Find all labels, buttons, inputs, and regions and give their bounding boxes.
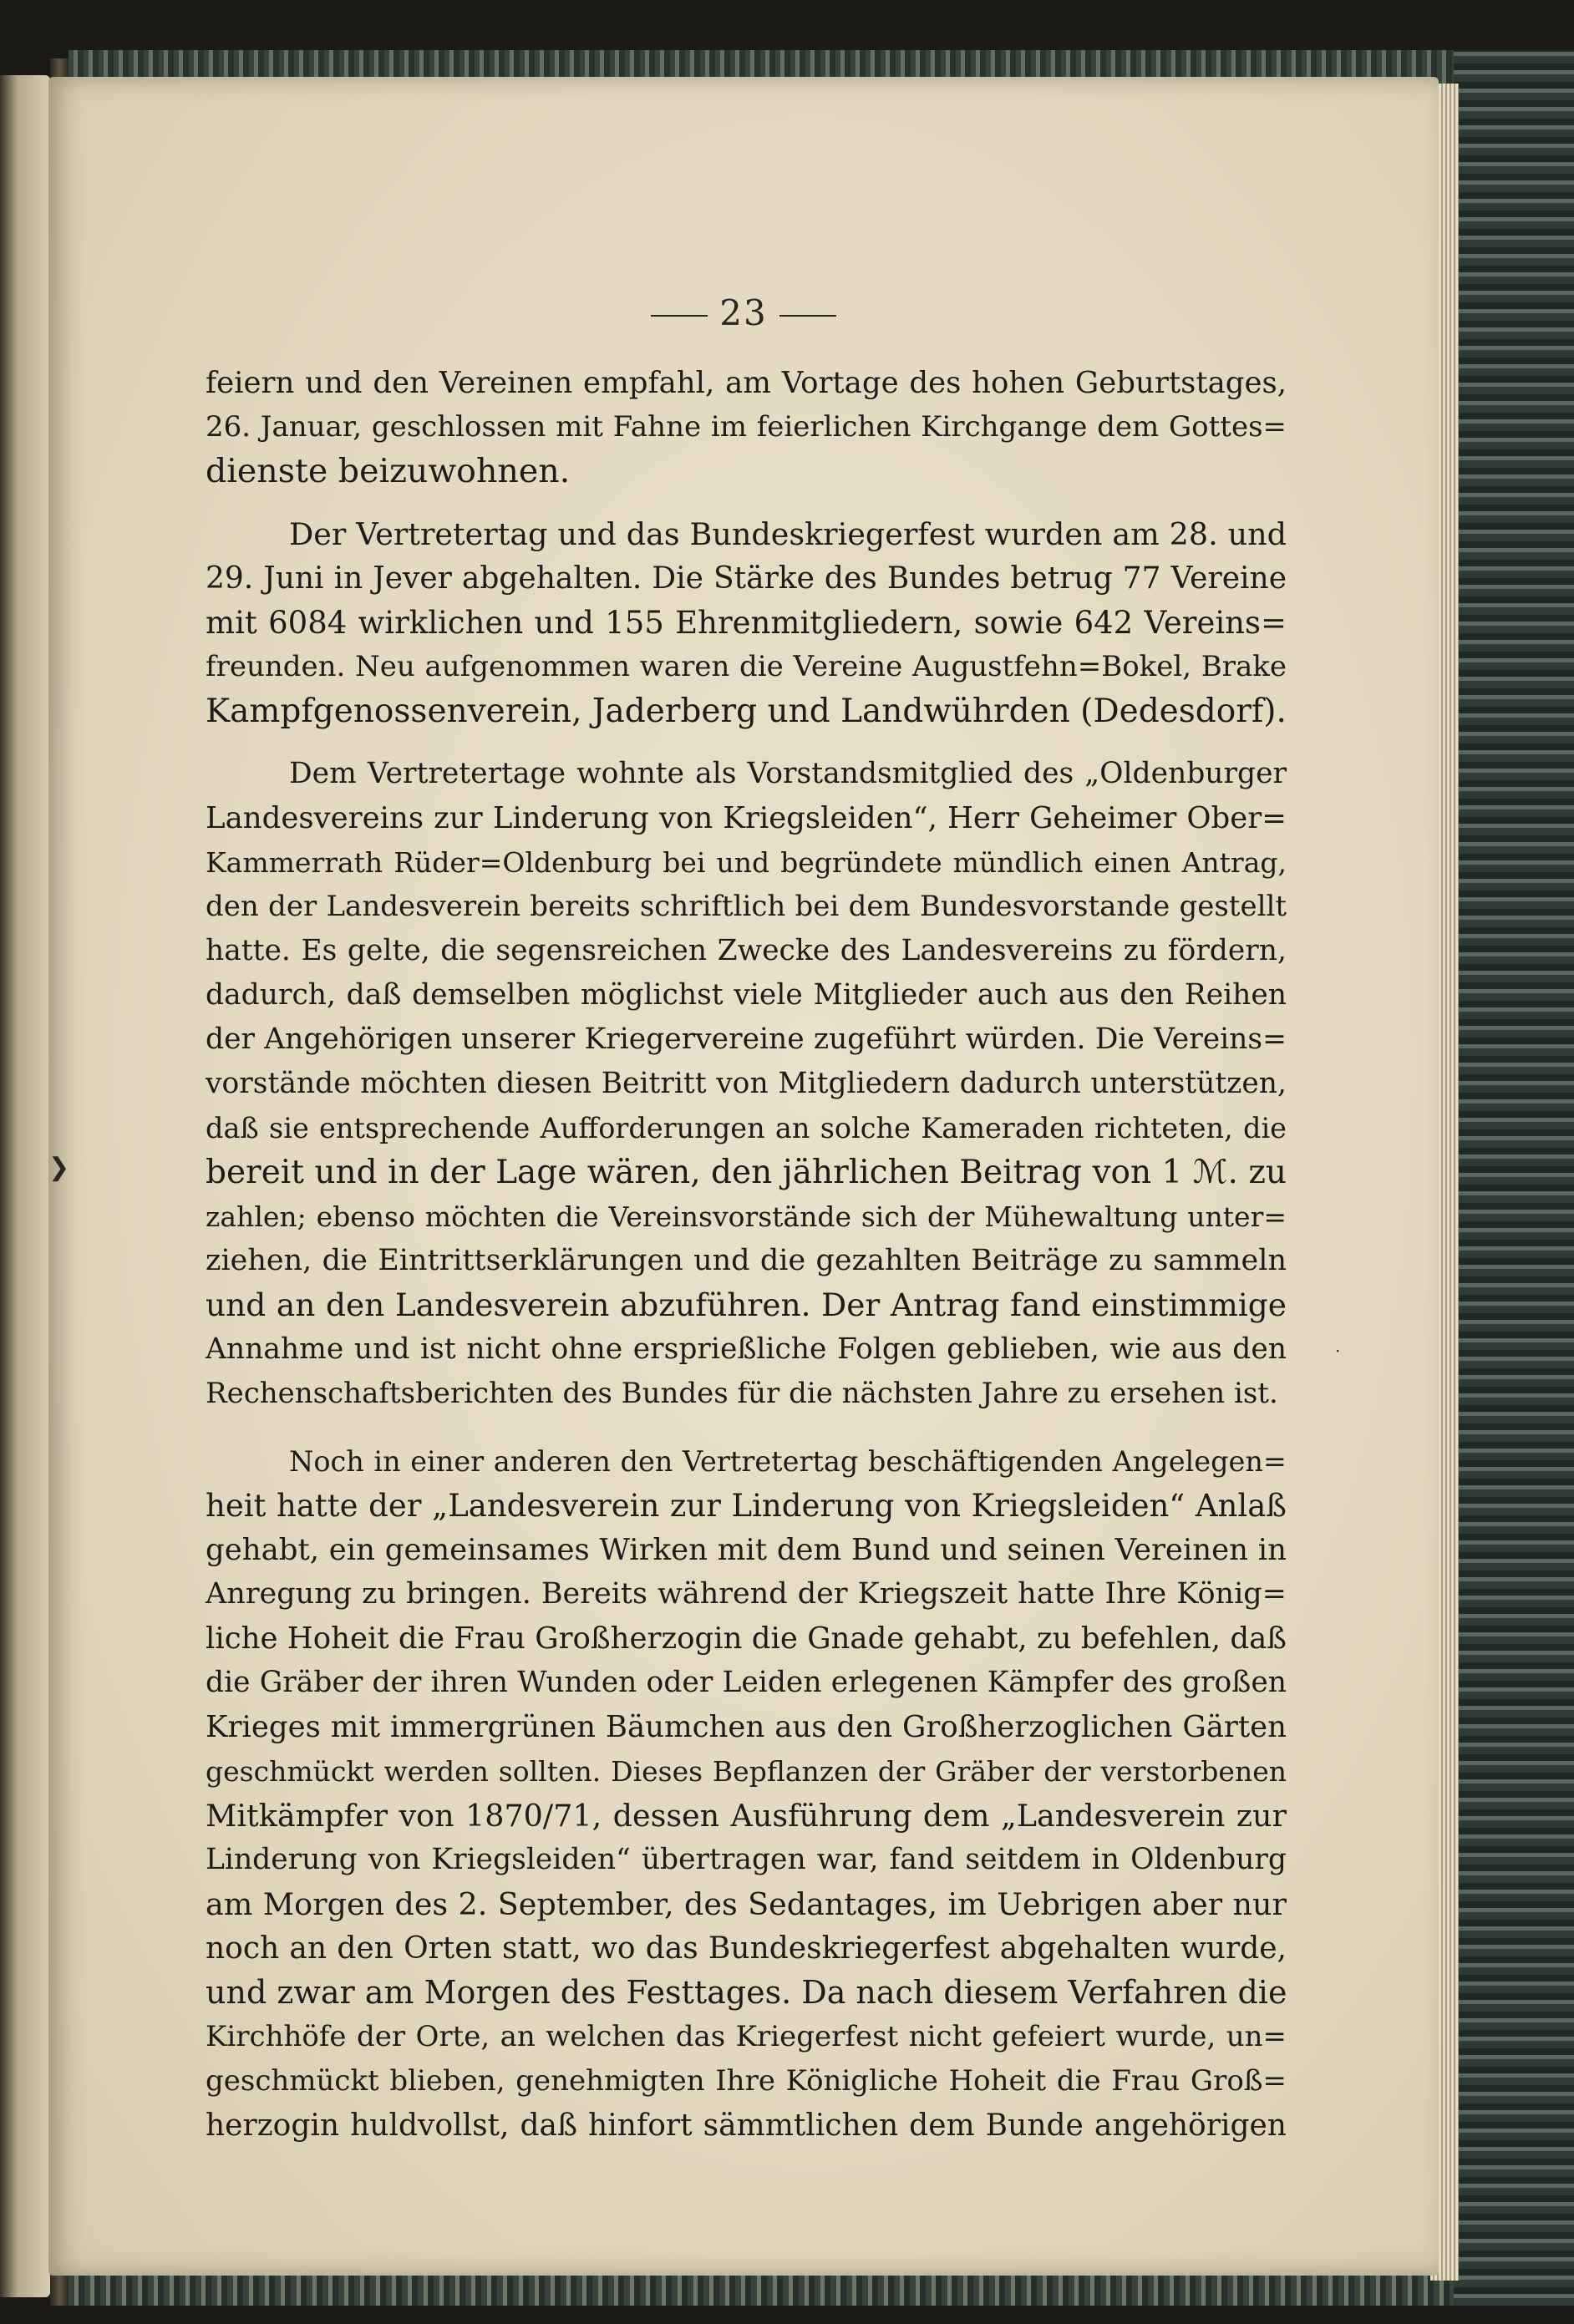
text-line: daß sie entsprechende Aufforderungen an solche Kameraden richteten, die — [206, 1112, 1287, 1144]
text-line: Linderung von Kriegsleiden“ übertragen war, fand seitdem in Oldenburg — [206, 1843, 1287, 1876]
text-line: hatte. Es gelte, die segensreichen Zwecke des Landesvereins zu fördern, — [206, 934, 1287, 967]
text-line: 26. Januar, geschlossen mit Fahne im feierlichen Kirchgange dem Gottes= — [206, 410, 1287, 444]
text-line: Kirchhöfe der Orte, an welchen das Kriegerfest nicht gefeiert wurde, un= — [206, 2020, 1287, 2053]
text-line: noch an den Orten statt, wo das Bundeskriegerfest abgehalten wurde, — [206, 1931, 1287, 1966]
text-line: bereit und in der Lage wären, den jährlichen Beitrag von 1 ℳ. zu — [206, 1154, 1287, 1191]
text-line: Rechenschaftsberichten des Bundes für die nächsten Jahre zu ersehen ist. — [206, 1377, 1278, 1410]
text-line: 29. Juni in Jever abgehalten. Die Stärke des Bundes betrug 77 Vereine — [206, 561, 1287, 596]
text-line: gehabt, ein gemeinsames Wirken mit dem Bund und seinen Vereinen in — [206, 1533, 1287, 1567]
margin-dot: · — [1335, 1341, 1341, 1361]
text-line: und an den Landesverein abzuführen. Der Antrag fand einstimmige — [206, 1286, 1287, 1323]
text-line: und zwar am Morgen des Festtages. Da nach diesem Verfahren die — [206, 1974, 1287, 2011]
text-line: dienste beizuwohnen. — [206, 452, 571, 490]
page-number: 23 — [719, 292, 768, 333]
text-line: den der Landesverein bereits schriftlich bei dem Bundesvorstande gestellt — [206, 890, 1287, 923]
text-line: Kampfgenossenverein, Jaderberg und Landwührden (Dedesdorf). — [206, 693, 1287, 730]
text-line: Noch in einer anderen den Vertretertag beschäftigenden Angelegen= — [289, 1445, 1287, 1478]
text-line: geschmückt blieben, genehmigten Ihre Königliche Hoheit die Frau Groß= — [206, 2064, 1287, 2098]
text-line: heit hatte der „Landesverein zur Linderung von Kriegsleiden“ Anlaß — [206, 1488, 1287, 1524]
paragraph-1 — [206, 361, 1287, 494]
text-line: vorstände möchten diesen Beitritt von Mitgliedern dadurch unterstützen, — [206, 1067, 1287, 1100]
header-rule-left — [651, 315, 708, 317]
text-line: Annahme und ist nicht ohne ersprießliche Folgen geblieben, wie aus den — [206, 1332, 1287, 1366]
text-line: freunden. Neu aufgenommen waren die Vereine Augustfehn=Bokel, Brake — [206, 650, 1287, 683]
page-header — [48, 292, 1439, 333]
text-line: Anregung zu bringen. Bereits während der Kriegszeit hatte Ihre König= — [206, 1577, 1287, 1611]
margin-mark: ❯ — [48, 1153, 70, 1182]
text-line: ziehen, die Eintrittserklärungen und die gezahlten Beiträge zu sammeln — [206, 1244, 1287, 1277]
text-line: mit 6084 wirklichen und 155 Ehrenmitgliedern, sowie 642 Vereins= — [206, 605, 1287, 641]
text-line: Landesvereins zur Linderung von Kriegsleiden“, Herr Geheimer Ober= — [206, 801, 1287, 835]
text-line: Kammerrath Rüder=Oldenburg bei und begründete mündlich einen Antrag, — [206, 846, 1287, 879]
text-line: Mitkämpfer von 1870/71, dessen Ausführung dem „Landesverein zur — [206, 1798, 1287, 1834]
paragraph-2 — [206, 512, 1287, 733]
text-line: geschmückt werden sollten. Dieses Bepflanzen der Gräber der verstorbenen — [206, 1755, 1287, 1788]
text-line: feiern und den Vereinen empfahl, am Vortage des hohen Geburtstages, — [206, 366, 1287, 400]
text-line: der Angehörigen unserer Kriegervereine zugeführt würden. Die Vereins= — [206, 1022, 1287, 1056]
book-page — [48, 77, 1439, 2276]
text-line: Der Vertretertag und das Bundeskriegerfest wurden am 28. und — [289, 516, 1287, 552]
body-text — [206, 361, 1287, 2148]
text-line: herzogin huldvollst, daß hinfort sämmtlichen dem Bunde angehörigen — [206, 2108, 1287, 2143]
text-line: Krieges mit immergrünen Bäumchen aus den Großherzoglichen Gärten — [206, 1710, 1287, 1744]
cover-right-edge — [1454, 50, 1574, 2306]
text-line: Dem Vertretertage wohnte als Vorstandsmitglied des „Oldenburger — [289, 757, 1287, 790]
text-line: liche Hoheit die Frau Großherzogin die Gnade gehabt, zu befehlen, daß — [206, 1621, 1287, 1656]
cover-bottom-edge — [69, 2274, 1480, 2306]
facing-page-edge — [0, 75, 50, 2297]
text-line: dadurch, daß demselben möglichst viele Mitglieder auch aus den Reihen — [206, 978, 1287, 1012]
paragraph-4 — [206, 1439, 1287, 2148]
header-rule-right — [779, 315, 836, 317]
text-line: am Morgen des 2. September, des Sedantages, im Uebrigen aber nur — [206, 1886, 1287, 1922]
text-line: zahlen; ebenso möchten die Vereinsvorstände sich der Mühewaltung unter= — [206, 1200, 1287, 1233]
text-line: die Gräber der ihren Wunden oder Leiden erlegenen Kämpfer des großen — [206, 1666, 1287, 1699]
paragraph-3 — [206, 752, 1287, 1416]
